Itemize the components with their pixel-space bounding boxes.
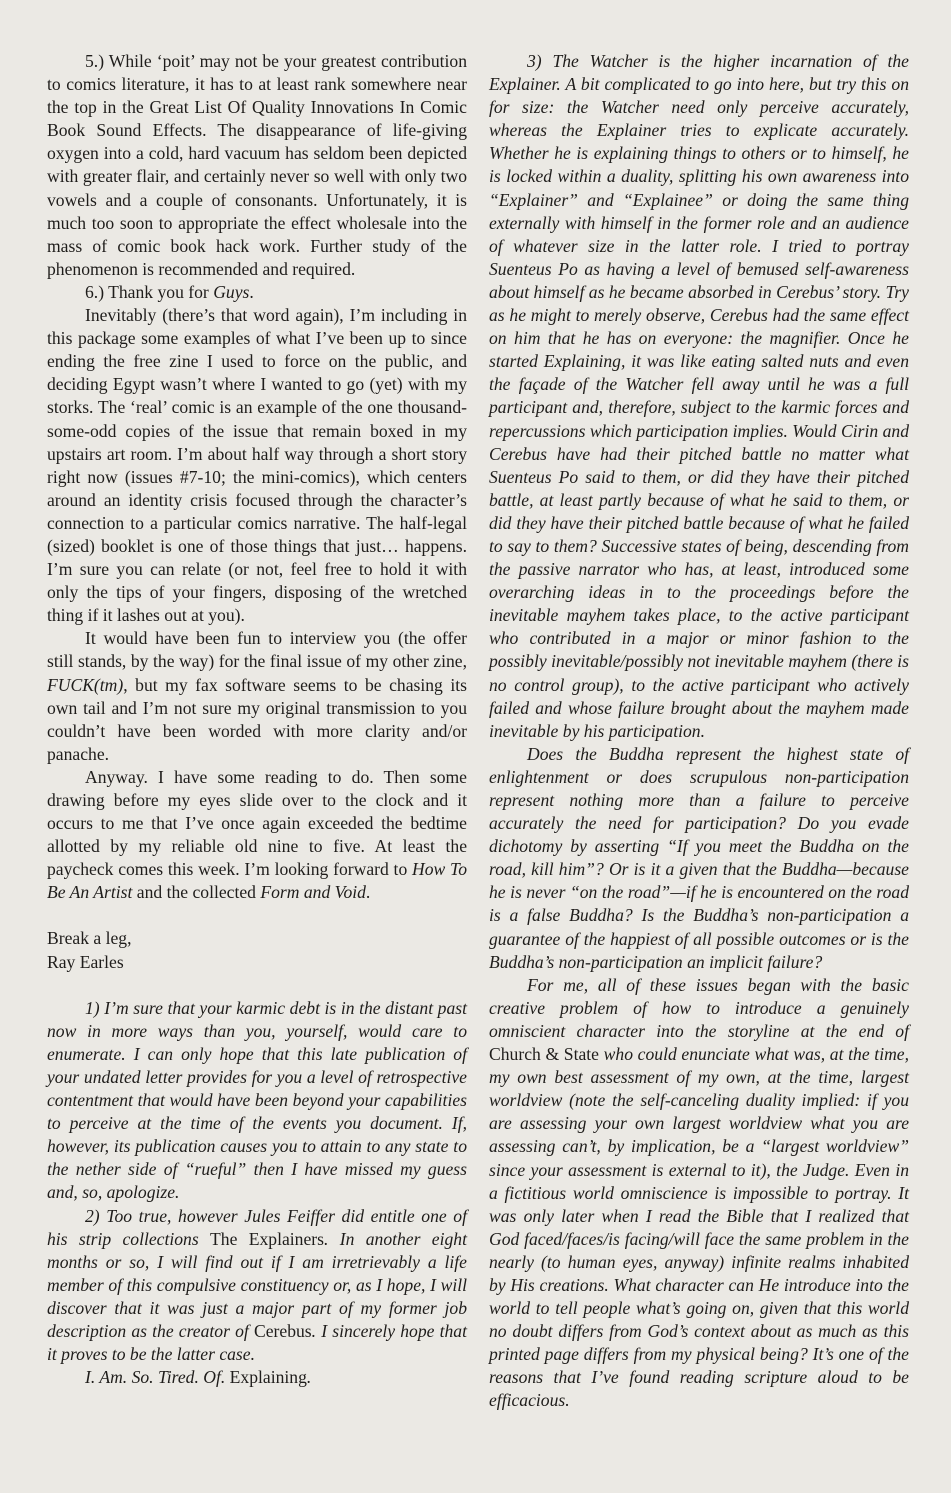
book-title-church-state: Church & State <box>489 1044 599 1065</box>
letter-paragraph-6: 6.) Thank you for Guys. <box>85 281 254 302</box>
book-title-artist: How To Be An Artist <box>47 859 467 903</box>
comic-title-guys: Guys <box>213 281 250 302</box>
letter-signature: Ray Earles <box>47 951 124 972</box>
reply-paragraph-4: Does the Buddha represent the highest state of enlightenment or does scrupulous non-participation represent nothing more than a failure to perceive accurately the need for participation? Do you evade dichotomy by asserting “If you meet the Buddha on the road, kill him”? Or is it a given that the Buddha—because he is never “on the road”—if he is encountered on the road is a false Buddha? Is the Buddha’s non-participation a guarantee of the happiest of all possible outcomes or is the Buddha’s non-participation an implicit failure? <box>489 743 909 972</box>
strip-title-explainers: The Explainers <box>210 1228 324 1249</box>
reply-paragraph-2: 2) Too true, however Jules Feiffer did entitle one of his strip collections The Explainers. In another eight months or so, I will find out if I am irretrievably a life member of this compulsive constituency or, as I hope, I will discover that it was just a major part of my former job description as the creator of Cerebus. I sincerely hope that it proves to be the latter case. <box>47 1205 467 1365</box>
letter-paragraph-9: Anyway. I have some reading to do. Then some drawing before my eyes slide over to the clock and it occurs to me that I’ve once again exceeded the bedtime allotted by my reliable old nine to five. At least the paycheck comes this week. I’m looking forward to How To Be An Artist and the collected Form and Void. <box>47 766 467 903</box>
letter-paragraph-7: Inevitably (there’s that word again), I’m including in this package some examples of what I’ve been up to since ending the free zine I used to force on the public, and deciding Egypt wasn’t where I wanted to go (yet) with my storks. The ‘real’ comic is an example of the one thousand-some-odd copies of the issue that remain boxed in my upstairs art room. I’m about half way through a short story right now (issues #7-10; the mini-comics), which centers around an identity crisis focused through the character’s connection to a particular comics narrative. The half-legal (sized) booklet is one of those things that just… happens. I’m sure you can relate (or not, feel free to hold it with only the tips of your fingers, disposing of the wretched thing if it lashes out at you). <box>47 305 467 626</box>
reply-paragraph-5: For me, all of these issues began with the basic creative problem of how to introduce a genuinely omniscient character into the storyline at the end of Church & State who could enunciate what was, at the time, my own best assessment of my own, at the time, largest worldview (note the self-canceling duality implied: if you are assessing your own largest worldview what you are assessing can’t, by implication, be a “largest worldview” since your assessment is external to it), the Judge. Even in a fictitious world omniscience is impossible to portray. It was only later when I read the Bible that I realized that God faced/faces/is facing/will face the same problem in the nearly (to human eyes, anyway) infinite realms inhabited by His creations. What character can He introduce into the world to tell people what’s going on, given that this world no doubt differs from God’s context about as much as this printed page differs from my physical being? It’s one of the reasons that I’ve found reading scripture aloud to be efficacious. <box>489 974 909 1411</box>
reply-paragraph-3: 3) The Watcher is the higher incarnation of the Explainer. A bit complicated to go into here, but try this on for size: the Watcher need only perceive accurately, whereas the Explainer tries to explicate accurately. Whether he is explaining things to others or to himself, he is locked within a duality, splitting his own awareness into “Explainer” and “Explainee” or doing the same thing externally with himself in the former role and an audience of whatever size in the latter role. I tried to portray Suenteus Po as having a level of bemused self-awareness about himself as he became absorbed in Cerebus’ story. Try as he might to merely observe, Cerebus had the same effect on him that he has on everyone: the magnifier. Once he started Explaining, it was like eating salted nuts and even the façade of the Watcher fell away until he was a full participant and, therefore, subject to the karmic forces and repercussions which participation implies. Would Cirin and Cerebus have had their pitched battle no matter what Suenteus Po said to them, or did they have their pitched battle, at least partly because of what he said to them, or did they have their pitched battle because of what he failed to say to them? Successive states of being, descending from the passive narrator who has, at least, introduced some overarching ideas in to the proceedings before the inevitable mayhem takes place, to the active participant who contributed in a major or minor fashion to the possibly inevitable/possibly not inevitable mayhem (there is no control group), to the active participant who actively failed and whose failure brought about the mayhem made inevitable by his participation. <box>489 51 909 741</box>
book-title-form-void: Form and Void <box>260 882 366 903</box>
right-column <box>489 50 909 1413</box>
letter-signoff: Break a leg, <box>47 928 132 949</box>
reply-tired-line: I. Am. So. Tired. Of. Explaining. <box>85 1367 312 1388</box>
spacer <box>47 904 467 927</box>
left-column <box>47 50 467 1389</box>
zine-title: FUCK(tm) <box>47 674 124 695</box>
spacer <box>47 974 467 997</box>
letter-paragraph-5: 5.) While ‘poit’ may not be your greatest contribution to comics literature, it has to at least rank somewhere near the top in the Great List Of Quality Innovations In Comic Book Sound Effects. The disappearance of life-giving oxygen into a cold, hard vacuum has seldom been depicted with greater flair, and certainly never so well with only two vowels and a couple of consonants. Unfortunately, it is much too soon to appropriate the effect wholesale into the mass of comic book hack work. Further study of the phenomenon is recommended and required. <box>47 51 467 279</box>
reply-paragraph-1: 1) I’m sure that your karmic debt is in the distant past now in more ways than you, yourself, would care to enumerate. I can only hope that this late publication of your undated letter provides for you a level of retrospective contentment that would have been beyond your capabilities to perceive at the time of the events you document. If, however, its publication causes you to attain to any state to the nether side of “rueful” then I have missed my guess and, so, apologize. <box>47 997 467 1203</box>
letter-paragraph-8: It would have been fun to interview you (the offer still stands, by the way) for the final issue of my other zine, FUCK(tm), but my fax software seems to be chasing its own tail and I’m not sure my original transmission to you couldn’t have been worded with more clarity and/or panache. <box>47 628 467 764</box>
comic-title-cerebus: Cerebus <box>253 1320 312 1341</box>
